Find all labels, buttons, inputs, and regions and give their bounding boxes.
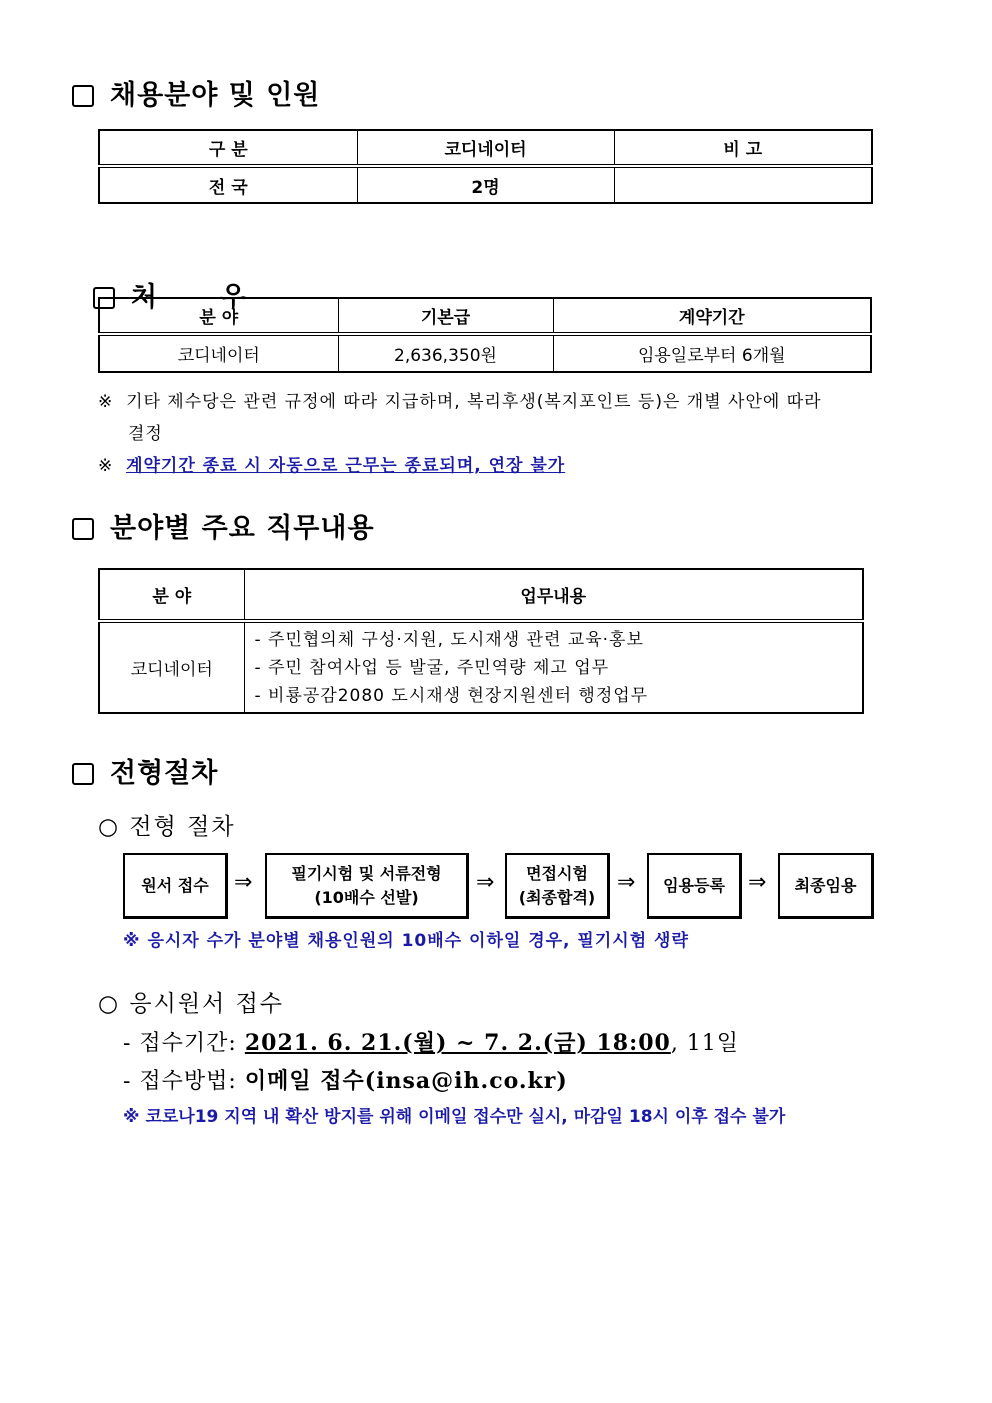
header-base-pay: 기본급 <box>338 298 553 334</box>
cell-headcount: 2명 <box>357 166 614 203</box>
compensation-note-2: ※ 계약기간 종료 시 자동으로 근무는 종료되며, 연장 불가 <box>98 456 566 476</box>
cell-remarks <box>614 166 872 203</box>
application-period: - 접수기간: 2021. 6. 21.(월) ~ 7. 2.(금) 18:00, 11일 <box>123 1030 740 1056</box>
header-field: 분 야 <box>99 569 244 621</box>
checkbox-square-icon <box>72 85 94 107</box>
cell-contract-period: 임용일로부터 6개월 <box>553 334 871 372</box>
compensation-table <box>98 297 872 373</box>
process-subtitle: ○ 전형 절차 <box>98 814 236 840</box>
flow-arrow-icon: ⇒ <box>748 870 767 895</box>
header-duties: 업무내용 <box>244 569 863 621</box>
cell-duties <box>244 621 863 713</box>
checkbox-square-icon <box>72 518 94 540</box>
flow-step-written-test: 필기시험 및 서류전형 (10배수 선발) <box>265 853 469 919</box>
flow-step-registration: 임용등록 <box>647 853 742 919</box>
flow-arrow-icon: ⇒ <box>476 870 495 895</box>
header-field: 분 야 <box>99 298 338 334</box>
application-period-value: 2021. 6. 21.(월) ~ 7. 2.(금) 18:00 <box>244 1030 671 1056</box>
header-coordinator: 코디네이터 <box>357 130 614 166</box>
process-note: ※ 응시자 수가 분야별 채용인원의 10배수 이하일 경우, 필기시험 생략 <box>123 931 689 951</box>
checkbox-square-icon <box>72 763 94 785</box>
header-category: 구 분 <box>99 130 357 166</box>
cell-field: 코디네이터 <box>99 621 244 713</box>
flow-step-final-appointment: 최종임용 <box>778 853 874 919</box>
application-method: - 접수방법: 이메일 접수(insa@ih.co.kr) <box>123 1068 568 1094</box>
duties-table <box>98 568 864 714</box>
section-title-recruitment: 채용분야 및 인원 <box>72 79 320 113</box>
cell-region: 전 국 <box>99 166 357 203</box>
section-title-duties: 분야별 주요 직무내용 <box>72 512 375 546</box>
application-note: ※ 코로나19 지역 내 확산 방지를 위해 이메일 접수만 실시, 마감일 18시 이후 접수 불가 <box>123 1107 786 1127</box>
flow-arrow-icon: ⇒ <box>617 870 636 895</box>
header-remarks: 비 고 <box>614 130 872 166</box>
header-contract-period: 계약기간 <box>553 298 871 334</box>
cell-base-pay: 2,636,350원 <box>338 334 553 372</box>
duty-item: - 비룡공감2080 도시재생 현장지원센터 행정업무 <box>254 685 649 706</box>
section-title-compensation: 처 우 <box>72 247 247 315</box>
compensation-note-1: ※ 기타 제수당은 관련 규정에 따라 지급하며, 복리후생(복지포인트 등)은 개별 사안에 따라 <box>98 392 822 412</box>
section-title-selection: 전형절차 <box>72 757 218 791</box>
duty-item: - 주민 참여사업 등 발굴, 주민역량 제고 업무 <box>254 657 610 678</box>
compensation-note-1-cont: 결정 <box>128 424 163 444</box>
application-subtitle: ○ 응시원서 접수 <box>98 991 284 1017</box>
cell-field: 코디네이터 <box>99 334 338 372</box>
recruitment-table <box>98 129 873 204</box>
duty-item: - 주민협의체 구성·지원, 도시재생 관련 교육·홍보 <box>254 629 644 650</box>
application-method-value: 이메일 접수(insa@ih.co.kr) <box>244 1068 568 1094</box>
flow-step-interview: 면접시험 (최종합격) <box>505 853 610 919</box>
flow-arrow-icon: ⇒ <box>234 870 253 895</box>
flow-step-application: 원서 접수 <box>123 853 228 919</box>
